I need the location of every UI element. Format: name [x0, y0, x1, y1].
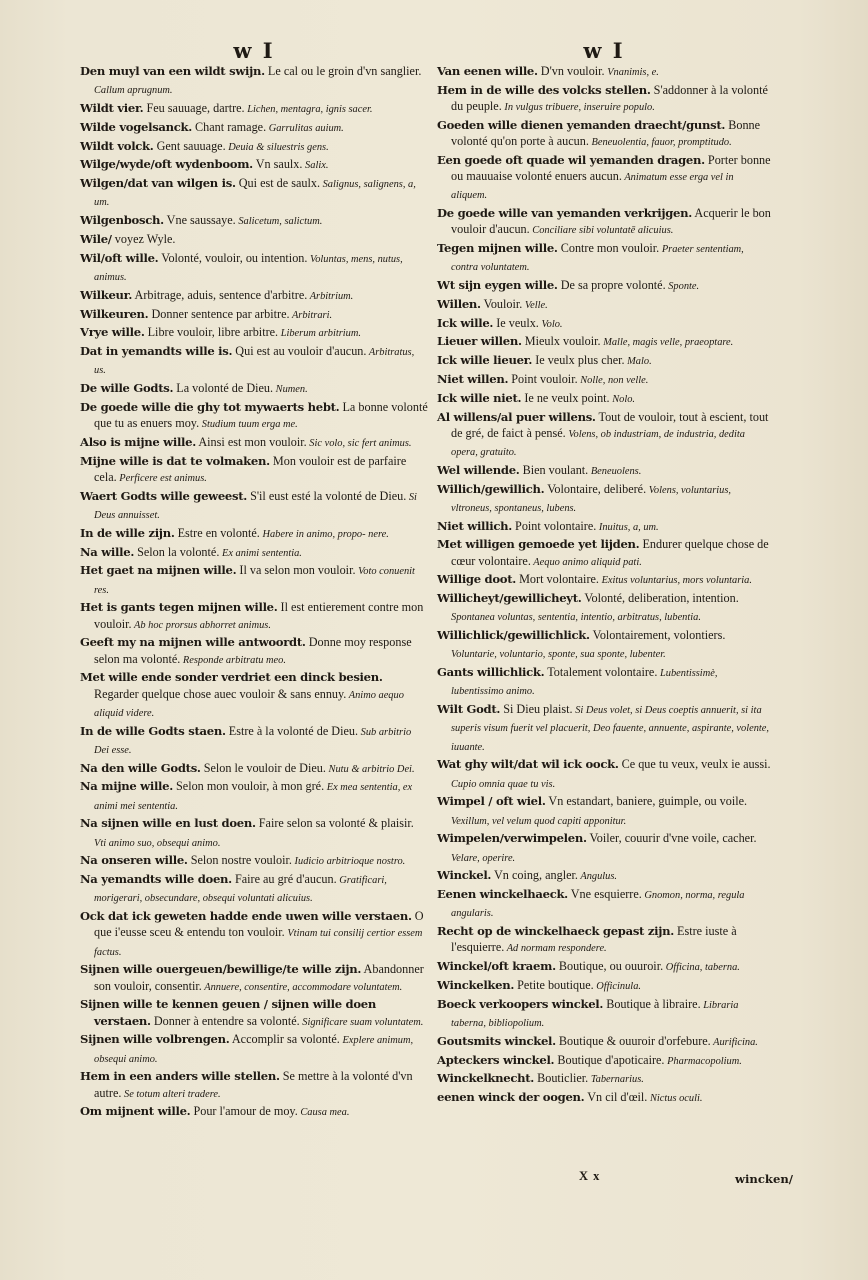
dictionary-entry [437, 152, 771, 205]
latin-gloss: Cupio omnia quae tu vis. [451, 778, 556, 790]
dictionary-entry [80, 287, 428, 305]
french-gloss: Porter bonne ou mauuaise volonté enuers aucun. [451, 152, 771, 183]
dictionary-entry [80, 1068, 428, 1102]
latin-gloss: Ad normam respondere. [504, 943, 607, 955]
dictionary-entry [80, 119, 428, 137]
headword: Winckelknecht. [437, 1071, 535, 1086]
french-gloss: Tout de vouloir, tout à escient, tout de gré, de faict à pensé. [451, 409, 769, 440]
headword: Het gaet na mijnen wille. [80, 563, 237, 578]
dictionary-entry [80, 488, 428, 524]
french-gloss: Il est entierement contre mon vouloir. [94, 600, 424, 631]
french-gloss: Totalement volontaire. [544, 665, 658, 680]
latin-gloss: Sic volo, sic fert animus. [306, 437, 412, 449]
latin-gloss: Nictus oculi. [647, 1093, 703, 1105]
headword: Wel willende. [437, 462, 520, 477]
latin-gloss: Lubentissimè, lubentissimo animo. [451, 668, 718, 698]
dictionary-entry [437, 1052, 771, 1070]
dictionary-entry [437, 830, 771, 866]
french-gloss: Bouticlier. [534, 1071, 589, 1086]
latin-gloss: Arbitrari. [289, 309, 333, 321]
headword: Na mijne wille. [80, 779, 173, 794]
headword: Ick wille lieuer. [437, 353, 533, 368]
latin-gloss: Arbitratus, us. [94, 347, 415, 377]
dictionary-entry [437, 296, 771, 314]
latin-gloss: Annuere, consentire, accommodare voluntatem. [201, 981, 403, 993]
latin-gloss: Sub arbitrio Dei esse. [94, 726, 412, 756]
latin-gloss: In vulgus tribuere, inseruire populo. [501, 102, 655, 113]
headword: Wilgenbosch. [80, 213, 164, 228]
headword: Na den wille Godts. [80, 760, 201, 775]
latin-gloss: Ex animi sententia. [219, 547, 302, 559]
dictionary-entry [80, 996, 428, 1030]
french-gloss: Feu sauuage, dartre. [143, 101, 245, 115]
dictionary-entry [80, 778, 428, 814]
french-gloss: Faire au gré d'aucun. [231, 872, 337, 887]
latin-gloss: Praeter sententiam, contra voluntatem. [451, 244, 744, 274]
french-gloss: Selon la volonté. [134, 544, 220, 559]
dictionary-entry [80, 380, 428, 398]
dictionary-entry [437, 793, 771, 829]
dictionary-entry [437, 315, 771, 333]
headword: Na wille. [80, 544, 135, 559]
dictionary-entry [437, 352, 771, 370]
french-gloss: Vn coing, angler. [491, 868, 578, 883]
latin-gloss: Garrulitas auium. [266, 122, 344, 134]
french-gloss: Abandonner son vouloir, consentir. [94, 962, 424, 993]
latin-gloss: Explere animum, obsequi animo. [94, 1035, 414, 1065]
french-gloss: Libre vouloir, libre arbitre. [144, 325, 279, 340]
dictionary-entry [437, 571, 771, 589]
dictionary-entry [437, 1089, 771, 1107]
latin-gloss: Salix. [302, 160, 329, 172]
latin-gloss: Velle. [522, 299, 548, 311]
latin-gloss: Vnanimis, e. [604, 67, 659, 78]
latin-gloss: Studium tuum erga me. [199, 419, 298, 431]
french-gloss: Ie veulx. [493, 315, 539, 330]
headword: Apteckers winckel. [437, 1052, 555, 1067]
left-running-head: w I [233, 38, 275, 63]
french-gloss: Accomplir sa volonté. [229, 1032, 340, 1047]
french-gloss: Contre mon vouloir. [557, 241, 660, 255]
french-gloss: Mon vouloir est de parfaire cela. [94, 453, 407, 484]
dictionary-entry [437, 481, 771, 517]
dictionary-entry [80, 343, 428, 379]
dictionary-entry [80, 723, 428, 759]
dictionary-entry [80, 871, 428, 907]
headword: Al willens/al puer willens. [437, 409, 596, 424]
latin-gloss: Angulus. [577, 871, 618, 883]
french-gloss: Volontaire, deliberé. [544, 481, 647, 496]
dictionary-entry [437, 277, 771, 295]
french-gloss: Il va selon mon vouloir. [236, 563, 356, 578]
french-gloss: voyez Wyle. [111, 231, 176, 246]
french-gloss: Vouloir. [480, 296, 523, 311]
dictionary-entry [437, 371, 771, 389]
latin-gloss: Conciliare sibi voluntatē alicuius. [529, 225, 674, 237]
french-gloss: Vn cil d'œil. [584, 1090, 648, 1105]
dictionary-entry [80, 175, 428, 211]
french-gloss: Endurer quelque chose de cœur volontaire. [451, 537, 769, 568]
headword: Wilkeur. [80, 287, 133, 302]
dictionary-entry [80, 815, 428, 851]
latin-gloss: Ab hoc prorsus abhorret animus. [131, 619, 271, 631]
latin-gloss: Lichen, mentagra, ignis sacer. [244, 104, 373, 115]
headword: Na yemandts wille doen. [80, 872, 232, 887]
headword: Also is mijne wille. [80, 434, 196, 449]
left-column [80, 40, 428, 1122]
latin-gloss: Habere in animo, propo- nere. [259, 528, 389, 540]
french-gloss: Donne moy response selon ma volonté. [94, 635, 412, 666]
latin-gloss: Velare, operire. [451, 852, 516, 864]
headword: Wilt Godt. [437, 702, 501, 717]
page-footer [437, 1169, 793, 1187]
signature-mark: X x [579, 1169, 601, 1183]
dictionary-entry [437, 664, 771, 700]
french-gloss: Vne saussaye. [163, 213, 236, 228]
headword: Sijnen wille volbrengen. [80, 1032, 230, 1047]
headword: Wat ghy wilt/dat wil ick oock. [437, 757, 619, 772]
dictionary-entry [437, 867, 771, 885]
headword: Sijnen wille te kennen geuen / sijnen wille doen verstaen. [80, 997, 376, 1028]
headword: De goede wille die ghy tot mywaerts hebt. [80, 399, 340, 414]
dictionary-entry [437, 63, 771, 81]
headword: Wilkeuren. [80, 306, 149, 321]
headword: Winckel. [437, 868, 492, 883]
french-gloss: Petite boutique. [514, 977, 594, 992]
headword: Willige doot. [437, 572, 517, 587]
dictionary-entry [437, 333, 771, 351]
latin-gloss: Animo aequo aliquid videre. [94, 689, 404, 719]
french-gloss: Mieulx vouloir. [521, 334, 601, 349]
latin-gloss: Exitus voluntarius, mors voluntaria. [598, 575, 752, 587]
latin-gloss: Deuia & siluestris gens. [225, 141, 329, 153]
headword: Wimpel / oft wiel. [437, 794, 546, 809]
dictionary-entry [80, 212, 428, 230]
headword: In de wille Godts staen. [80, 723, 226, 738]
headword: Met wille ende sonder verdriet een dinck besien. [80, 670, 383, 685]
headword: Dat in yemandts wille is. [80, 344, 233, 359]
headword: Na sijnen wille en lust doen. [80, 816, 256, 831]
latin-gloss: Volo. [538, 318, 563, 330]
headword: Ick wille niet. [437, 390, 522, 405]
french-gloss: Point volontaire. [512, 518, 597, 533]
french-gloss: Ie ne veulx point. [521, 390, 610, 405]
french-gloss: Gent sauuage. [153, 138, 226, 153]
latin-gloss: Officinula. [593, 980, 641, 992]
headword: Goeden wille dienen yemanden draecht/gunst. [437, 117, 726, 132]
latin-gloss: Malle, magis velle, praeoptare. [600, 337, 734, 349]
french-gloss: Bonne volonté qu'on porte à aucun. [451, 117, 761, 148]
headword: Waert Godts wille geweest. [80, 488, 248, 503]
french-gloss: De sa propre volonté. [557, 278, 666, 292]
latin-gloss: Pharmacopolium. [664, 1055, 742, 1067]
dictionary-entry [437, 390, 771, 408]
french-gloss: Chant ramage. [192, 119, 267, 134]
latin-gloss: Vtinam tui consilij certior essem factus. [94, 928, 423, 958]
headword: Willen. [437, 296, 481, 311]
headword: Hem in een anders wille stellen. [80, 1069, 280, 1084]
latin-gloss: Responde arbitratu meo. [180, 654, 286, 666]
french-gloss: Donner à entendre sa volonté. [150, 1013, 300, 1028]
latin-gloss: Iudicio arbitrioque nostro. [291, 856, 406, 868]
dictionary-entry [80, 525, 428, 543]
catchword: wincken/ [735, 1172, 793, 1186]
dictionary-entry [80, 599, 428, 633]
headword: Goutsmits winckel. [437, 1033, 556, 1048]
dictionary-entry [437, 701, 771, 756]
latin-gloss: Arbitrium. [307, 290, 354, 302]
dictionary-entry [80, 634, 428, 668]
french-gloss: Ie veulx plus cher. [532, 353, 625, 368]
dictionary-entry [80, 324, 428, 342]
headword: Vrye wille. [80, 325, 145, 340]
french-gloss: Arbitrage, aduis, sentence d'arbitre. [132, 287, 308, 302]
headword: Van eenen wille. [437, 64, 538, 78]
headword: Wt sijn eygen wille. [437, 278, 558, 292]
headword: Mijne wille is dat te volmaken. [80, 453, 270, 468]
headword: In de wille zijn. [80, 525, 175, 540]
latin-gloss: Gratificari, morigerari, obsecundare, obsequi voluntati alicuius. [94, 875, 387, 905]
french-gloss: Si Dieu plaist. [500, 702, 573, 717]
french-gloss: Estre à la volonté de Dieu. [225, 723, 359, 738]
dictionary-entry [437, 886, 771, 922]
french-gloss: Regarder quelque chose auec vouloir & sans ennuy. [94, 686, 347, 701]
latin-gloss: Si Deus annuisset. [94, 491, 417, 521]
french-gloss: Bien voulant. [519, 462, 589, 477]
latin-gloss: Vexillum, vel velum quod capiti apponitur. [451, 815, 627, 827]
french-gloss: Qui est au vouloir d'aucun. [232, 344, 367, 359]
latin-gloss: Perficere est animus. [116, 472, 207, 484]
french-gloss: Acquerir le bon vouloir d'aucun. [451, 206, 771, 237]
french-gloss: La volonté de Dieu. [173, 381, 274, 396]
headword: Willicheyt/gewillicheyt. [437, 591, 582, 606]
headword: Den muyl van een wildt swijn. [80, 64, 265, 78]
headword: Wil/oft wille. [80, 250, 159, 265]
dictionary-entry [437, 590, 771, 626]
latin-gloss: Voluntas, mens, nutus, animus. [94, 253, 403, 283]
headword: Tegen mijnen wille. [437, 241, 558, 255]
dictionary-entry [80, 138, 428, 156]
headword: Na onseren wille. [80, 853, 188, 868]
latin-gloss: Callum aprugnum. [94, 85, 173, 97]
headword: Winckelken. [437, 977, 515, 992]
latin-gloss: Aequo animo aliquid pati. [530, 556, 642, 568]
dictionary-entry [437, 1070, 771, 1088]
latin-gloss: Nolo. [609, 393, 636, 405]
headword: Wilgen/dat van wilgen is. [80, 176, 236, 191]
dictionary-entry [80, 562, 428, 598]
dictionary-entry [437, 462, 771, 480]
french-gloss: Pour l'amour de moy. [190, 1104, 298, 1119]
dictionary-entry [80, 399, 428, 433]
french-gloss: Donner sentence par arbitre. [148, 306, 290, 321]
french-gloss: O que i'eusse sceu & entendu ton vouloir. [94, 909, 424, 940]
headword: Wimpelen/verwimpelen. [437, 831, 587, 846]
dictionary-entry [80, 306, 428, 324]
french-gloss: Faire selon sa volonté & plaisir. [255, 816, 414, 831]
french-gloss: Qui est de saulx. [235, 176, 320, 191]
headword: Wilge/wyde/oft wydenboom. [80, 157, 253, 172]
headword: eenen winck der oogen. [437, 1090, 585, 1105]
latin-gloss: Malo. [624, 356, 652, 368]
french-gloss: Vn estandart, baniere, guimple, ou voile. [545, 794, 748, 809]
latin-gloss: Significare suam voluntatem. [299, 1016, 424, 1028]
headword: Hem in de wille des volcks stellen. [437, 82, 651, 97]
dictionary-entry [437, 996, 771, 1032]
headword: Wildt vier. [80, 101, 144, 115]
latin-gloss: Ex mea sententia, ex animi mei sententia. [94, 782, 413, 812]
headword: Lieuer willen. [437, 334, 522, 349]
dictionary-entry [80, 156, 428, 174]
french-gloss: Boutique d'apoticaire. [554, 1052, 665, 1067]
latin-gloss: Volens, ob industriam, de industria, dedita opera, gratuito. [451, 428, 745, 458]
french-gloss: Boutique, ou ouuroir. [555, 959, 664, 974]
headword: Ick wille. [437, 315, 494, 330]
french-gloss: S'addonner à la volonté du peuple. [451, 82, 768, 113]
dictionary-entry [80, 852, 428, 870]
french-gloss: Mort volontaire. [516, 572, 599, 587]
french-gloss: Se mettre à la volonté d'vn autre. [94, 1069, 413, 1100]
latin-gloss: Liberum arbitrium. [278, 328, 361, 340]
french-gloss: Vn saulx. [252, 157, 303, 172]
french-gloss: S'il eust esté la volonté de Dieu. [247, 488, 407, 503]
latin-gloss: Causa mea. [297, 1107, 350, 1119]
headword: Willich/gewillich. [437, 481, 545, 496]
latin-gloss: Salignus, salignens, a, um. [94, 179, 416, 209]
dictionary-entry [437, 117, 771, 151]
latin-gloss: Volens, voluntarius, vltroneus, spontaneus, lubens. [451, 484, 731, 514]
french-gloss: Ainsi est mon vouloir. [195, 434, 307, 449]
right-entries [437, 63, 771, 1107]
latin-gloss: Si Deus volet, si Deus coeptis annuerit, si ita superis visum fuerit vel placuerit, Deo fauente, annuente, aspirante, volente, iuuante. [451, 705, 770, 753]
latin-gloss: Vti animo suo, obsequi animo. [94, 837, 221, 849]
french-gloss: D'vn vouloir. [537, 64, 605, 78]
headword: Gants willichlick. [437, 665, 545, 680]
french-gloss: Ce que tu veux, veulx ie aussi. [618, 757, 771, 772]
french-gloss: Selon le vouloir de Dieu. [200, 760, 326, 775]
dictionary-entry [80, 434, 428, 452]
headword: Recht op de winckelhaeck gepast zijn. [437, 924, 674, 939]
dictionary-entry [437, 1033, 771, 1051]
latin-gloss: Aurificina. [710, 1036, 758, 1048]
dictionary-entry [80, 544, 428, 562]
latin-gloss: Inuitus, a, um. [596, 521, 659, 533]
dictionary-entry [437, 82, 771, 116]
headword: Om mijnent wille. [80, 1104, 191, 1119]
french-gloss: Volonté, vouloir, ou intention. [158, 250, 308, 265]
french-gloss: Selon mon vouloir, à mon gré. [172, 779, 325, 794]
dictionary-entry [80, 63, 428, 99]
headword: Eenen winckelhaeck. [437, 887, 568, 902]
french-gloss: Volonté, deliberation, intention. [581, 591, 739, 606]
latin-gloss: Nutu & arbitrio Dei. [325, 763, 415, 775]
headword: Sijnen wille ouergeuen/bewillige/te wille zijn. [80, 962, 362, 977]
french-gloss: Estre iuste à l'esquierre. [451, 924, 737, 955]
dictionary-entry [437, 627, 771, 663]
headword: De wille Godts. [80, 381, 174, 396]
french-gloss: Boutique & ouuroir d'orfebure. [555, 1033, 711, 1048]
headword: Niet willen. [437, 371, 509, 386]
french-gloss: Boutique à libraire. [603, 996, 701, 1011]
latin-gloss: Officina, taberna. [663, 962, 740, 974]
right-running-head: w I [583, 38, 625, 63]
dictionary-entry [437, 958, 771, 976]
latin-gloss: Voto conuenit res. [94, 566, 415, 596]
dictionary-entry [80, 760, 428, 778]
french-gloss: Volontairement, volontiers. [589, 628, 726, 643]
latin-gloss: Beneuolens. [588, 465, 642, 477]
dictionary-entry [437, 409, 771, 462]
latin-gloss: Salicetum, salictum. [235, 216, 323, 228]
french-gloss: Point vouloir. [508, 371, 578, 386]
right-column [437, 40, 771, 1108]
headword: Geeft my na mijnen wille antwoordt. [80, 635, 306, 650]
dictionary-entry [437, 977, 771, 995]
headword: Winckel/oft kraem. [437, 959, 556, 974]
dictionary-entry [437, 536, 771, 570]
headword: Wildt volck. [80, 138, 154, 153]
dictionary-entry [80, 250, 428, 286]
latin-gloss: Libraria taberna, bibliopolium. [451, 999, 739, 1029]
french-gloss: Le cal ou le groin d'vn sanglier. [264, 64, 422, 78]
headword: Ock dat ick geweten hadde ende uwen wille verstaen. [80, 909, 412, 924]
latin-gloss: Tabernarius. [588, 1074, 644, 1086]
dictionary-entry [80, 908, 428, 961]
dictionary-entry [437, 923, 771, 957]
dictionary-entry [437, 205, 771, 239]
dictionary-entry [437, 240, 771, 276]
headword: Het is gants tegen mijnen wille. [80, 600, 278, 615]
french-gloss: Voiler, couurir d'vne voile, cacher. [586, 831, 757, 846]
latin-gloss: Numen. [273, 384, 308, 396]
headword: Wile/ [80, 231, 112, 246]
headword: Met willigen gemoede yet lijden. [437, 537, 640, 552]
latin-gloss: Beneuolentia, fauor, promptitudo. [588, 137, 732, 148]
dictionary-entry [437, 518, 771, 536]
latin-gloss: Se totum alteri tradere. [121, 1088, 221, 1100]
latin-gloss: Sponte. [665, 281, 700, 292]
latin-gloss: Spontanea voluntas, sententia, intentio, arbitratus, lubentia. [451, 612, 701, 624]
headword: Willichlick/gewillichlick. [437, 628, 590, 643]
french-gloss: La bonne volonté que tu as enuers moy. [94, 399, 428, 431]
dictionary-entry [437, 756, 771, 792]
dictionary-entry [80, 1103, 428, 1121]
headword: Boeck verkoopers winckel. [437, 996, 604, 1011]
latin-gloss: Gnomon, norma, regula angularis. [451, 890, 745, 920]
dictionary-entry [80, 961, 428, 995]
latin-gloss: Nolle, non velle. [577, 374, 649, 386]
dictionary-entry [80, 669, 428, 722]
dictionary-entry [80, 1031, 428, 1067]
latin-gloss: Voluntarie, voluntario, sponte, sua sponte, lubenter. [451, 649, 666, 661]
dictionary-entry [80, 231, 428, 249]
left-entries [80, 63, 428, 1122]
french-gloss: Vne esquierre. [567, 887, 642, 902]
headword: De goede wille van yemanden verkrijgen. [437, 206, 693, 220]
headword: Niet willich. [437, 518, 512, 533]
dictionary-entry [80, 453, 428, 487]
headword: Een goede oft quade wil yemanden dragen. [437, 152, 705, 167]
dictionary-entry [80, 100, 428, 118]
latin-gloss: Animatum esse erga vel in aliquem. [451, 172, 734, 202]
headword: Wilde vogelsanck. [80, 119, 192, 134]
french-gloss: Estre en volonté. [174, 525, 260, 540]
french-gloss: Selon nostre vouloir. [187, 853, 292, 868]
